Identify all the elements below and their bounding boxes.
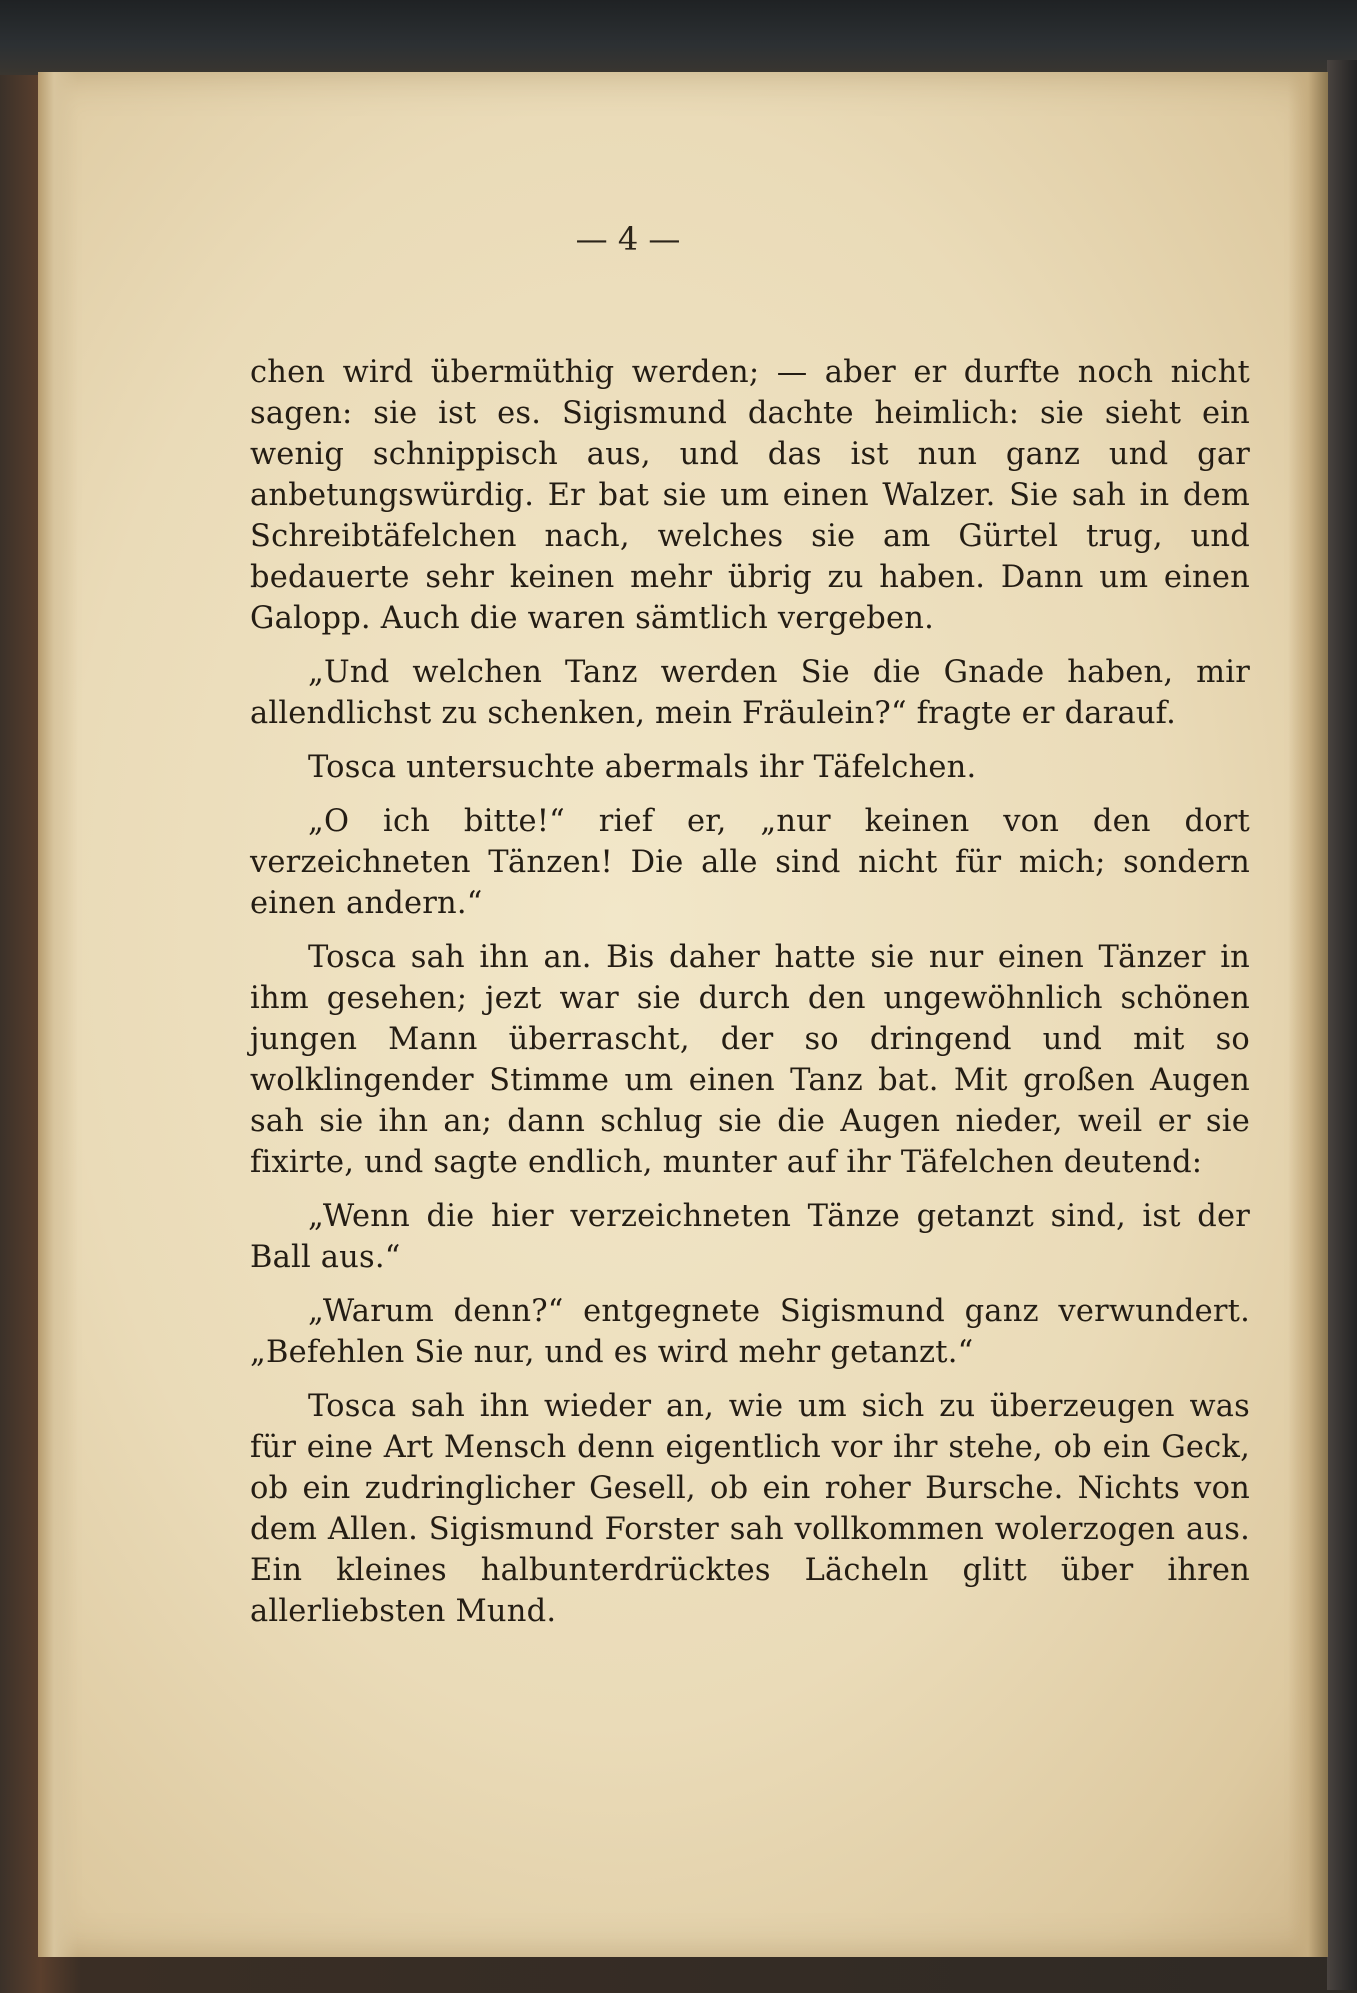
paragraph-4: „O ich bitte!“ rief er, „nur keinen von den dort verzeichneten Tänzen! Die alle sind nicht für mich; sondern einen andern.“ bbox=[250, 804, 1250, 921]
page-gutter-shading bbox=[1288, 72, 1328, 1957]
page-edge-shading bbox=[38, 72, 78, 1957]
book-binding-right-edge bbox=[1327, 60, 1357, 1990]
paragraph-1: chen wird übermüthig werden; — aber er durfte noch nicht sagen: sie ist es. Sigismund dachte heimlich: sie sieht ein wenig schnippisch aus, und das ist nun ganz und gar anbetungswürdig. Er bat sie um einen Walzer. Sie sah in dem Schreibtäfelchen nach, welches sie am Gürtel trug, und bedauerte sehr keinen mehr übrig zu haben. Dann um einen Galopp. Auch die waren sämtlich vergeben. bbox=[250, 355, 1250, 636]
paragraph-7: „Warum denn?“ entgegnete Sigismund ganz verwundert. „Befehlen Sie nur, und es wird mehr getanzt.“ bbox=[250, 1294, 1250, 1370]
book-cover-top-edge bbox=[0, 0, 1357, 75]
paragraph-2: „Und welchen Tanz werden Sie die Gnade haben, mir allendlichst zu schenken, mein Fräulein?“ fragte er darauf. bbox=[250, 655, 1250, 731]
book-page bbox=[38, 72, 1328, 1957]
page-number: — 4 — bbox=[575, 220, 681, 258]
paragraph-5: Tosca sah ihn an. Bis daher hatte sie nur einen Tänzer in ihm gesehen; jezt war sie durch den ungewöhnlich schönen jungen Mann überrascht, der so dringend und mit so wolklingender Stimme um einen Tanz bat. Mit großen Augen sah sie ihn an; dann schlug sie die Augen nieder, weil er sie fixirte, und sagte endlich, munter auf ihr Täfelchen deutend: bbox=[250, 940, 1250, 1180]
paragraph-3: Tosca untersuchte abermals ihr Täfelchen. bbox=[308, 750, 977, 785]
paragraph-6: „Wenn die hier verzeichneten Tänze getanzt sind, ist der Ball aus.“ bbox=[250, 1199, 1250, 1275]
paragraph-8: Tosca sah ihn wieder an, wie um sich zu überzeugen was für eine Art Mensch denn eigentlich vor ihr stehe, ob ein Geck, ob ein zudringlicher Gesell, ob ein roher Bursche. Nichts von dem Allen. Sigismund Forster sah vollkommen wolerzogen aus. Ein kleines halbunterdrücktes Lächeln glitt über ihren allerliebsten Mund. bbox=[250, 1389, 1250, 1629]
body-text bbox=[250, 352, 1250, 1645]
